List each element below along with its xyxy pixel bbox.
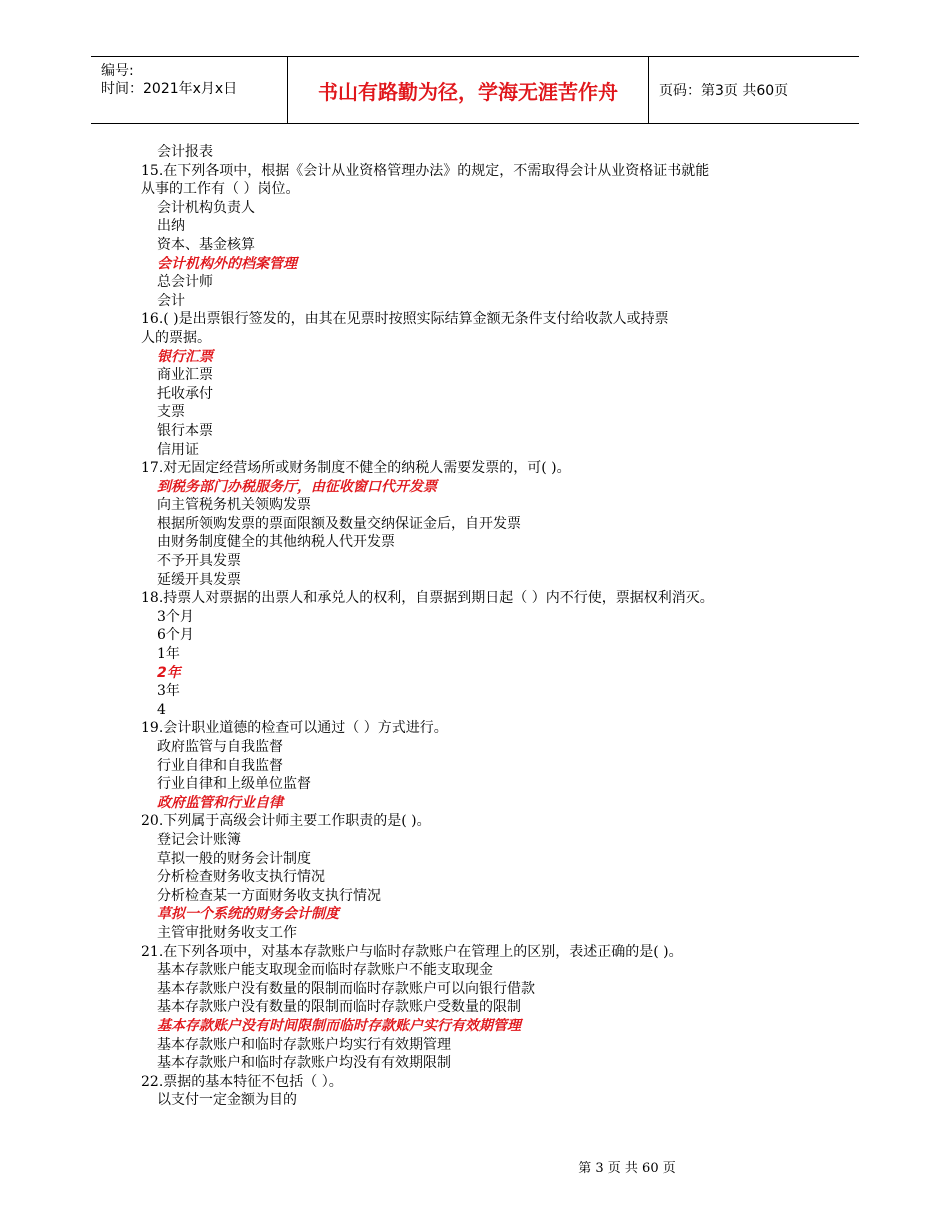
header-meta-cell bbox=[91, 57, 288, 123]
option-text: 延缓开具发票 bbox=[157, 571, 241, 588]
option-text: 总会计师 bbox=[157, 274, 213, 291]
answer-option: 政府监管和行业自律 bbox=[157, 794, 283, 811]
question-text: 人的票据。 bbox=[141, 329, 211, 346]
option-text: 以支付一定金额为目的 bbox=[157, 1092, 297, 1109]
option-text: 政府监管与自我监督 bbox=[157, 739, 283, 755]
page-label: 页码：第3页 共60页 bbox=[659, 83, 789, 99]
page-footer bbox=[0, 1157, 950, 1176]
option-text: 分析检查财务收支执行情况 bbox=[157, 869, 325, 886]
footer-page-number: 第 3 页 共 60 页 bbox=[578, 1161, 676, 1176]
option-text: 向主管税务机关领购发票 bbox=[157, 497, 311, 514]
answer-option: 银行汇票 bbox=[157, 348, 213, 365]
option-text: 1年 bbox=[157, 646, 180, 663]
question-text: 16.( )是出票银行签发的，由其在见票时按照实际结算金额无条件支付给收款人或持票 bbox=[141, 311, 669, 328]
option-text: 不予开具发票 bbox=[157, 553, 241, 570]
option-text: 4 bbox=[157, 701, 166, 718]
question-text: 15.在下列各项中，根据《会计从业资格管理办法》的规定，不需取得会计从业资格证书就能 bbox=[141, 162, 710, 179]
option-text: 分析检查某一方面财务收支执行情况 bbox=[157, 887, 381, 904]
option-text: 支票 bbox=[157, 404, 185, 421]
page-header bbox=[91, 56, 859, 124]
option-text: 基本存款账户能支取现金而临时存款账户不能支取现金 bbox=[157, 962, 493, 979]
answer-option: 基本存款账户没有时间限制而临时存款账户实行有效期管理 bbox=[157, 1017, 521, 1034]
question-text: 18.持票人对票据的出票人和承兑人的权利，自票据到期日起（ ）内不行使，票据权利消灭。 bbox=[141, 590, 714, 607]
option-text: 基本存款账户和临时存款账户均没有有效期限制 bbox=[157, 1055, 451, 1072]
option-text: 会计机构负责人 bbox=[157, 199, 255, 216]
option-text: 根据所领购发票的票面限额及数量交纳保证金后，自开发票 bbox=[157, 515, 521, 532]
option-text: 行业自律和上级单位监督 bbox=[157, 776, 311, 793]
option-text: 3年 bbox=[157, 683, 180, 700]
answer-option: 到税务部门办税服务厅，由征收窗口代开发票 bbox=[157, 478, 437, 495]
option-text: 商业汇票 bbox=[157, 367, 213, 384]
option-text: 会计报表 bbox=[157, 144, 213, 160]
option-text: 基本存款账户没有数量的限制而临时存款账户受数量的限制 bbox=[157, 999, 521, 1016]
option-text: 出纳 bbox=[157, 218, 185, 235]
option-text: 登记会计账簿 bbox=[157, 831, 241, 848]
question-text: 从事的工作有（ ）岗位。 bbox=[141, 181, 300, 198]
option-text: 基本存款账户和临时存款账户均实行有效期管理 bbox=[157, 1036, 451, 1053]
question-text: 19.会计职业道德的检查可以通过（ ）方式进行。 bbox=[141, 720, 448, 737]
option-text: 由财务制度健全的其他纳税人代开发票 bbox=[157, 534, 395, 551]
answer-option: 会计机构外的档案管理 bbox=[157, 255, 297, 272]
answer-option: 2年 bbox=[157, 664, 181, 681]
option-text: 主管审批财务收支工作 bbox=[157, 924, 297, 941]
option-text: 资本、基金核算 bbox=[157, 236, 255, 253]
option-text: 草拟一般的财务会计制度 bbox=[157, 850, 311, 867]
question-text: 22.票据的基本特征不包括（ ）。 bbox=[141, 1073, 343, 1090]
answer-option: 草拟一个系统的财务会计制度 bbox=[157, 906, 339, 923]
number-label: 编号: bbox=[101, 63, 134, 79]
question-text: 17.对无固定经营场所或财务制度不健全的纳税人需要发票的，可( )。 bbox=[141, 460, 571, 477]
header-page-cell bbox=[649, 57, 859, 123]
question-text: 21.在下列各项中，对基本存款账户与临时存款账户在管理上的区别，表述正确的是( )。 bbox=[141, 943, 683, 960]
option-text: 基本存款账户没有数量的限制而临时存款账户可以向银行借款 bbox=[157, 980, 535, 997]
option-text: 信用证 bbox=[157, 441, 199, 458]
option-text: 托收承付 bbox=[157, 385, 213, 402]
option-text: 行业自律和自我监督 bbox=[157, 757, 283, 774]
option-text: 会计 bbox=[157, 292, 185, 309]
time-label: 时间：2021年x月x日 bbox=[101, 81, 238, 97]
question-content bbox=[141, 143, 821, 1110]
option-text: 3个月 bbox=[157, 608, 194, 625]
option-text: 6个月 bbox=[157, 627, 194, 644]
option-text: 银行本票 bbox=[157, 422, 213, 439]
question-text: 20.下列属于高级会计师主要工作职责的是( )。 bbox=[141, 813, 431, 830]
motto: 书山有路勤为径，学海无涯苦作舟 bbox=[288, 57, 649, 123]
